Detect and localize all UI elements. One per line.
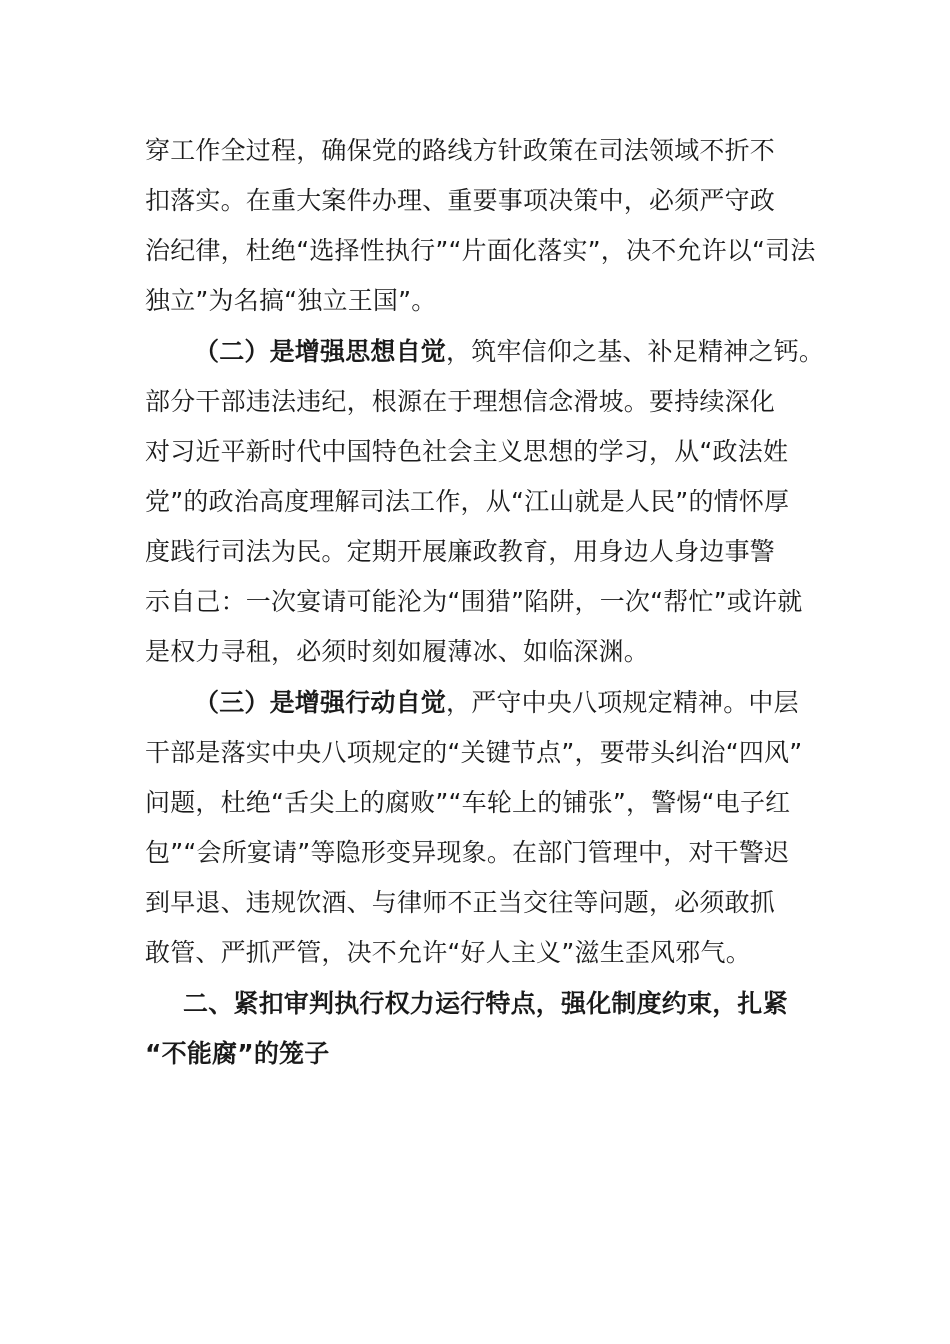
paragraph-line: 对习近平新时代中国特色社会主义思想的学习，从“政法姓 [145, 437, 789, 466]
subsection-2-heading: （二）是增强思想自觉 [194, 337, 447, 366]
paragraph-line: 是权力寻租，必须时刻如履薄冰、如临深渊。 [145, 637, 650, 666]
paragraph-line: 度践行司法为民。定期开展廉政教育，用身边人身边事警 [145, 537, 776, 566]
paragraph-line: 独立”为名搞“独立王国”。 [145, 286, 437, 315]
subsection-2-text: ，筑牢信仰之基、补足精神之钙。 [446, 337, 825, 366]
section-heading-continued: “不能腐”的笼子 [145, 1039, 330, 1068]
paragraph-line: 包”“会所宴请”等隐形变异现象。在部门管理中，对干警迟 [145, 838, 790, 867]
paragraph-line: 到早退、违规饮酒、与律师不正当交往等问题，必须敢抓 [145, 888, 776, 917]
subsection-3-heading: （三）是增强行动自觉 [194, 688, 447, 717]
paragraph-line: 示自己：一次宴请可能沦为“围猎”陷阱，一次“帮忙”或许就 [145, 587, 803, 616]
subsection-3-line [194, 678, 799, 728]
section-heading: 二、紧扣审判执行权力运行特点，强化制度约束，扎紧 [183, 989, 788, 1018]
paragraph-line: 治纪律，杜绝“选择性执行”“片面化落实”，决不允许以“司法 [145, 236, 816, 265]
subsection-2-line [194, 327, 824, 377]
paragraph-line: 问题，杜绝“舌尖上的腐败”“车轮上的铺张”，警惕“电子红 [145, 788, 791, 817]
paragraph-line: 干部是落实中央八项规定的“关键节点”，要带头纠治“四风” [145, 738, 803, 767]
paragraph-line: 穿工作全过程，确保党的路线方针政策在司法领域不折不 [145, 136, 776, 165]
paragraph-line: 扣落实。在重大案件办理、重要事项决策中，必须严守政 [145, 186, 776, 215]
paragraph-line: 党”的政治高度理解司法工作，从“江山就是人民”的情怀厚 [145, 487, 790, 516]
subsection-3-text: ，严守中央八项规定精神。中层 [446, 688, 799, 717]
paragraph-line: 敢管、严抓严管，决不允许“好人主义”滋生歪风邪气。 [145, 938, 751, 967]
paragraph-line: 部分干部违法违纪，根源在于理想信念滑坡。要持续深化 [145, 387, 776, 416]
